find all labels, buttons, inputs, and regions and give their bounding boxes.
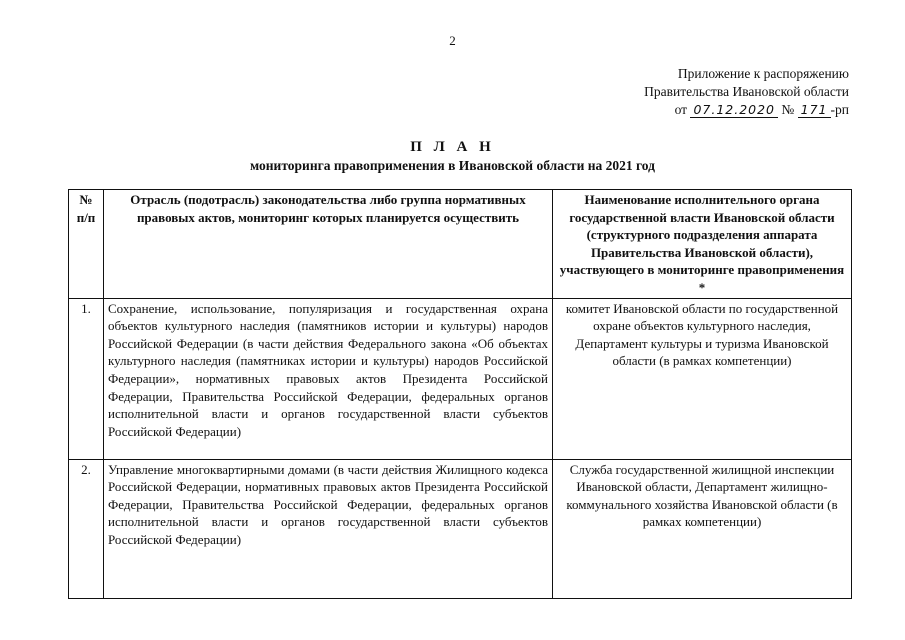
table-header-row — [69, 190, 852, 299]
document-subtitle: мониторинга правоприменения в Ивановской области на 2021 год — [250, 158, 655, 173]
order-date: 07.12.2020 — [690, 103, 778, 118]
table-row — [69, 298, 852, 459]
appendix-block — [644, 65, 849, 119]
appendix-line-1: Приложение к распоряжению — [677, 66, 849, 81]
page-number: 2 — [449, 33, 456, 48]
order-number: 171 — [798, 103, 831, 118]
header-body: Наименование исполнительного органа государственной власти Ивановской области (структурного подразделения аппарата Правительства Ивановской области), участвующего в мониторинге правоприменения * — [553, 190, 852, 299]
from-label: от — [674, 102, 688, 117]
row-number: 2. — [69, 459, 104, 598]
row-body: комитет Ивановской области по государственной охране объектов культурного наследия, Департамент культуры и туризма Ивановской области (в рамках компетенции) — [553, 298, 852, 459]
title-block — [0, 137, 905, 175]
row-number: 1. — [69, 298, 104, 459]
header-area: Отрасль (подотрасль) законодательства либо группа нормативных правовых актов, мониторинг которых планируется осуществить — [104, 190, 553, 299]
appendix-line-3 — [644, 101, 849, 119]
row-area: Сохранение, использование, популяризация и государственная охрана объектов культурного наследия (памятников истории и культуры) народов Российской Федерации (в части действия Федерального закона «Об объектах культурного наследия (памятниках истории и культуры) народов Российской Федерации», нормативных правовых актов Президента Российской Федерации, Правительства Российской Федерации, федеральных органов исполнительной власти и органов государственной власти субъектов Российской Федерации) — [104, 298, 553, 459]
header-number: № п/п — [69, 190, 104, 299]
number-label: № — [781, 102, 795, 117]
table-row — [69, 459, 852, 598]
document-title: П Л А Н — [410, 139, 495, 155]
row-area: Управление многоквартирными домами (в части действия Жилищного кодекса Российской Федерации, нормативных правовых актов Президента Российской Федерации, Правительства Российской Федерации, федеральных органов исполнительной власти и органов государственной власти субъектов Российской Федерации) — [104, 459, 553, 598]
appendix-line-2: Правительства Ивановской области — [644, 84, 849, 99]
plan-table — [68, 189, 852, 599]
order-suffix: -рп — [830, 102, 849, 117]
row-body: Служба государственной жилищной инспекции Ивановской области, Департамент жилищно-коммунального хозяйства Ивановской области (в рамках компетенции) — [553, 459, 852, 598]
